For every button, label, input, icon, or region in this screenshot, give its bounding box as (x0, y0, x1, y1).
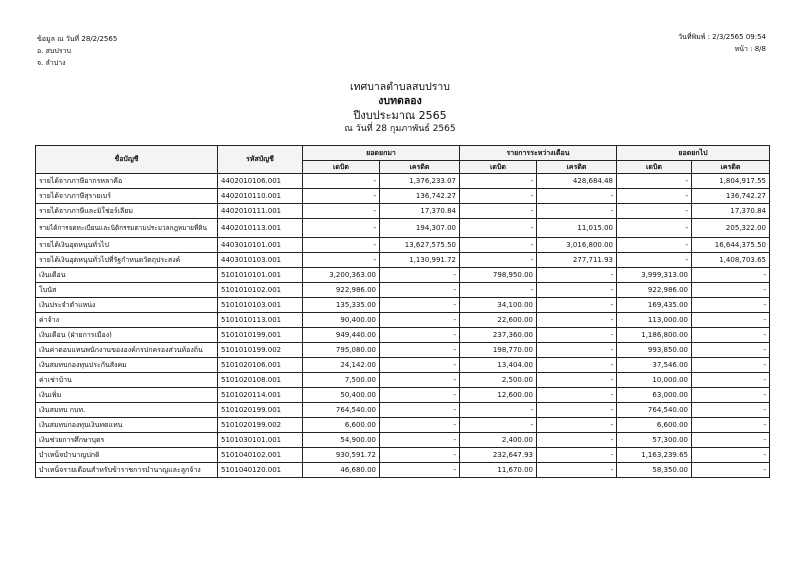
cf-credit-cell: - (692, 358, 770, 373)
table-body (36, 174, 770, 478)
cf-debit-cell: 1,186,800.00 (617, 328, 692, 343)
bf-credit-cell: 17,370.84 (380, 204, 460, 219)
account-name-text: รายได้การจดทะเบียนและนิติกรรมตามประมวลกฎหมายที่ดิน (39, 224, 207, 232)
account-name-cell: โบนัส (36, 283, 218, 298)
month-credit-cell: - (537, 298, 617, 313)
bf-credit-cell: - (380, 268, 460, 283)
cf-debit-cell: 57,300.00 (617, 433, 692, 448)
cf-debit-cell: - (617, 253, 692, 268)
account-code-cell: 5101040120.001 (218, 463, 303, 478)
month-debit-cell: - (460, 238, 537, 253)
col-carried-forward: ยอดยกไป (617, 146, 770, 161)
account-code-cell: 4402010110.001 (218, 189, 303, 204)
bf-credit-cell: 1,130,991.72 (380, 253, 460, 268)
cf-debit-cell: 169,435.00 (617, 298, 692, 313)
month-debit-cell: 2,400.00 (460, 433, 537, 448)
cf-debit-cell: 58,350.00 (617, 463, 692, 478)
col-brought-forward: ยอดยกมา (303, 146, 460, 161)
month-debit-cell: 232,647.93 (460, 448, 537, 463)
cf-debit-cell: 10,000.00 (617, 373, 692, 388)
cf-credit-cell: 17,370.84 (692, 204, 770, 219)
bf-credit-cell: - (380, 283, 460, 298)
account-code-cell: 5101010101.001 (218, 268, 303, 283)
table-row (36, 418, 770, 433)
month-credit-cell: - (537, 448, 617, 463)
table-row (36, 373, 770, 388)
bf-debit-cell: 6,600.00 (303, 418, 380, 433)
account-name-cell: รายได้เงินอุดหนุนทั่วไปที่รัฐกำหนดวัตถุประสงค์ (36, 253, 218, 268)
month-credit-cell: - (537, 189, 617, 204)
cf-credit-cell: - (692, 343, 770, 358)
bf-credit-cell: - (380, 433, 460, 448)
table-row (36, 268, 770, 283)
account-name-cell: บำเหน็จบำนาญปกติ (36, 448, 218, 463)
fiscal-year: ปีงบประมาณ 2565 (353, 109, 447, 122)
table-row (36, 388, 770, 403)
account-code-cell: 5101020106.001 (218, 358, 303, 373)
account-name-cell: รายได้จากภาษีและมิใช่อร์เลียม (36, 204, 218, 219)
month-credit-cell: 277,711.93 (537, 253, 617, 268)
account-name-cell: เงินประจำตำแหน่ง (36, 298, 218, 313)
account-name-cell: เงินสมทบกองทุนเงินทดแทน (36, 418, 218, 433)
cf-credit-cell: - (692, 463, 770, 478)
cf-credit-cell: - (692, 403, 770, 418)
account-name-cell: เงินช่วยการศึกษาบุตร (36, 433, 218, 448)
account-name-cell: รายได้จากภาษีสุรายเบร์ (36, 189, 218, 204)
table-row (36, 448, 770, 463)
col-cf-credit: เครดิต (692, 161, 770, 174)
account-code-cell: 4403010103.001 (218, 253, 303, 268)
account-name-cell: เงินเดือน (ฝ่ายการเมือง) (36, 328, 218, 343)
col-month-credit: เครดิต (537, 161, 617, 174)
col-account-code: รหัสบัญชี (218, 146, 303, 174)
bf-debit-cell: 7,500.00 (303, 373, 380, 388)
month-debit-cell: 34,100.00 (460, 298, 537, 313)
account-code-cell: 5101020199.002 (218, 418, 303, 433)
month-debit-cell: 798,950.00 (460, 268, 537, 283)
bf-debit-cell: - (303, 253, 380, 268)
account-name-cell: บำเหน็จรายเดือนสำหรับข้าราชการบำนาญและลูกจ้าง (36, 463, 218, 478)
month-debit-cell: 237,360.00 (460, 328, 537, 343)
bf-credit-cell: - (380, 388, 460, 403)
cf-debit-cell: 993,850.00 (617, 343, 692, 358)
account-code-cell: 4402010113.001 (218, 219, 303, 238)
month-debit-cell: 22,600.00 (460, 313, 537, 328)
account-code-cell: 5101020108.001 (218, 373, 303, 388)
cf-debit-cell: 113,000.00 (617, 313, 692, 328)
account-code-cell: 5101010113.001 (218, 313, 303, 328)
month-debit-cell: - (460, 174, 537, 189)
trial-balance-table (35, 145, 770, 478)
bf-debit-cell: - (303, 219, 380, 238)
province: จ. ลำปาง (37, 59, 66, 67)
bf-debit-cell: 54,900.00 (303, 433, 380, 448)
account-name-cell: เงินค่าตอบแทนพนักงานขององค์กรปกครองส่วนท้องถิ่น (36, 343, 218, 358)
cf-credit-cell: - (692, 418, 770, 433)
bf-credit-cell: - (380, 298, 460, 313)
bf-debit-cell: 949,440.00 (303, 328, 380, 343)
bf-debit-cell: 90,400.00 (303, 313, 380, 328)
account-name-cell: เงินเดือน (36, 268, 218, 283)
cf-credit-cell: - (692, 433, 770, 448)
col-during-month: รายการระหว่างเดือน (460, 146, 617, 161)
bf-debit-cell: - (303, 189, 380, 204)
month-credit-cell: - (537, 328, 617, 343)
bf-debit-cell: 3,200,363.00 (303, 268, 380, 283)
table-row (36, 204, 770, 219)
organization-name: เทศบาลตำบลสบปราบ (350, 81, 450, 93)
cf-credit-cell: - (692, 373, 770, 388)
month-debit-cell: - (460, 403, 537, 418)
month-credit-cell: - (537, 403, 617, 418)
account-code-cell: 5101010199.001 (218, 328, 303, 343)
table-row (36, 253, 770, 268)
col-account-name: ชื่อบัญชี (36, 146, 218, 174)
table-row (36, 433, 770, 448)
cf-debit-cell: 6,600.00 (617, 418, 692, 433)
account-name-cell: เงินเพิ่ม (36, 388, 218, 403)
account-code-cell: 5101030101.001 (218, 433, 303, 448)
month-credit-cell: - (537, 343, 617, 358)
cf-debit-cell: - (617, 174, 692, 189)
month-credit-cell: 11,015.00 (537, 219, 617, 238)
bf-credit-cell: - (380, 448, 460, 463)
account-name-cell: ค่าเช่าบ้าน (36, 373, 218, 388)
month-debit-cell: - (460, 253, 537, 268)
bf-credit-cell: - (380, 463, 460, 478)
month-debit-cell: 12,600.00 (460, 388, 537, 403)
cf-credit-cell: 1,804,917.55 (692, 174, 770, 189)
cf-debit-cell: - (617, 219, 692, 238)
account-code-cell: 5101010103.001 (218, 298, 303, 313)
bf-debit-cell: 135,335.00 (303, 298, 380, 313)
bf-debit-cell: - (303, 204, 380, 219)
report-meta-left (37, 33, 117, 69)
account-name-cell: ค่าจ้าง (36, 313, 218, 328)
bf-credit-cell: - (380, 358, 460, 373)
month-debit-cell: - (460, 204, 537, 219)
bf-credit-cell: - (380, 418, 460, 433)
table-row (36, 174, 770, 189)
cf-credit-cell: 1,408,703.65 (692, 253, 770, 268)
month-debit-cell: 11,670.00 (460, 463, 537, 478)
account-name-cell: เงินสมทบกองทุนประกันสังคม (36, 358, 218, 373)
table-row (36, 219, 770, 238)
cf-debit-cell: - (617, 238, 692, 253)
account-code-cell: 5101010199.002 (218, 343, 303, 358)
cf-debit-cell: 37,546.00 (617, 358, 692, 373)
month-credit-cell: - (537, 204, 617, 219)
account-code-cell: 4402010111.001 (218, 204, 303, 219)
col-bf-debit: เดบิต (303, 161, 380, 174)
cf-credit-cell: - (692, 448, 770, 463)
bf-credit-cell: - (380, 373, 460, 388)
account-code-cell: 5101040102.001 (218, 448, 303, 463)
month-credit-cell: 3,016,800.00 (537, 238, 617, 253)
account-code-cell: 5101020114.001 (218, 388, 303, 403)
month-credit-cell: - (537, 373, 617, 388)
month-debit-cell: 198,770.00 (460, 343, 537, 358)
table-row (36, 283, 770, 298)
district: อ. สบปราบ (37, 47, 71, 55)
bf-credit-cell: 194,307.00 (380, 219, 460, 238)
report-title-block (0, 80, 800, 135)
cf-debit-cell: - (617, 189, 692, 204)
table-row (36, 298, 770, 313)
cf-debit-cell: 63,000.00 (617, 388, 692, 403)
table-row (36, 313, 770, 328)
cf-credit-cell: 16,644,375.50 (692, 238, 770, 253)
report-meta-right (678, 31, 766, 55)
cf-credit-cell: - (692, 328, 770, 343)
month-debit-cell: 13,404.00 (460, 358, 537, 373)
account-code-cell: 5101020199.001 (218, 403, 303, 418)
table-row (36, 403, 770, 418)
bf-debit-cell: 50,400.00 (303, 388, 380, 403)
cf-debit-cell: 764,540.00 (617, 403, 692, 418)
col-month-debit: เดบิต (460, 161, 537, 174)
bf-credit-cell: 136,742.27 (380, 189, 460, 204)
cf-credit-cell: - (692, 313, 770, 328)
bf-debit-cell: 764,540.00 (303, 403, 380, 418)
page-number: หน้า : 8/8 (734, 45, 766, 53)
cf-credit-cell: - (692, 388, 770, 403)
account-name-cell (36, 219, 218, 238)
bf-credit-cell: - (380, 403, 460, 418)
as-of-date: ณ วันที่ 28 กุมภาพันธ์ 2565 (344, 124, 456, 134)
cf-credit-cell: - (692, 283, 770, 298)
month-credit-cell: - (537, 388, 617, 403)
cf-credit-cell: 205,322.00 (692, 219, 770, 238)
bf-debit-cell: 24,142.00 (303, 358, 380, 373)
account-code-cell: 4402010106.001 (218, 174, 303, 189)
bf-debit-cell: - (303, 238, 380, 253)
col-bf-credit: เครดิต (380, 161, 460, 174)
table-row (36, 463, 770, 478)
table-row (36, 358, 770, 373)
cf-debit-cell: - (617, 204, 692, 219)
month-credit-cell: - (537, 313, 617, 328)
cf-debit-cell: 922,986.00 (617, 283, 692, 298)
cf-debit-cell: 3,999,313.00 (617, 268, 692, 283)
report-title: งบทดลอง (378, 95, 422, 107)
account-name-cell: เงินสมทบ กบท. (36, 403, 218, 418)
col-cf-debit: เดบิต (617, 161, 692, 174)
table-row (36, 343, 770, 358)
month-debit-cell: - (460, 189, 537, 204)
table-row (36, 189, 770, 204)
month-debit-cell: - (460, 418, 537, 433)
month-credit-cell: - (537, 283, 617, 298)
month-credit-cell: - (537, 268, 617, 283)
data-as-of: ข้อมูล ณ วันที่ 28/2/2565 (37, 35, 118, 43)
month-credit-cell: - (537, 358, 617, 373)
account-name-cell: รายได้จากภาษีอากรหลาคือ (36, 174, 218, 189)
bf-debit-cell: 795,080.00 (303, 343, 380, 358)
bf-debit-cell: 46,680.00 (303, 463, 380, 478)
bf-debit-cell: 922,986.00 (303, 283, 380, 298)
account-code-cell: 5101010102.001 (218, 283, 303, 298)
bf-credit-cell: - (380, 343, 460, 358)
header-row-group (36, 146, 770, 161)
cf-credit-cell: - (692, 268, 770, 283)
cf-credit-cell: 136,742.27 (692, 189, 770, 204)
month-credit-cell: - (537, 418, 617, 433)
account-code-cell: 4403010101.001 (218, 238, 303, 253)
table-row (36, 238, 770, 253)
bf-credit-cell: 1,376,233.07 (380, 174, 460, 189)
bf-credit-cell: 13,627,575.50 (380, 238, 460, 253)
cf-credit-cell: - (692, 298, 770, 313)
month-debit-cell: 2,500.00 (460, 373, 537, 388)
bf-credit-cell: - (380, 313, 460, 328)
month-debit-cell: - (460, 219, 537, 238)
month-credit-cell: - (537, 433, 617, 448)
cf-debit-cell: 1,163,239.65 (617, 448, 692, 463)
table-row (36, 328, 770, 343)
bf-credit-cell: - (380, 328, 460, 343)
month-credit-cell: 428,684.48 (537, 174, 617, 189)
month-debit-cell: - (460, 283, 537, 298)
account-name-cell: รายได้เงินอุดหนุนทั่วไป (36, 238, 218, 253)
bf-debit-cell: - (303, 174, 380, 189)
bf-debit-cell: 930,591.72 (303, 448, 380, 463)
print-date: วันที่พิมพ์ : 2/3/2565 09:54 (678, 33, 766, 41)
month-credit-cell: - (537, 463, 617, 478)
